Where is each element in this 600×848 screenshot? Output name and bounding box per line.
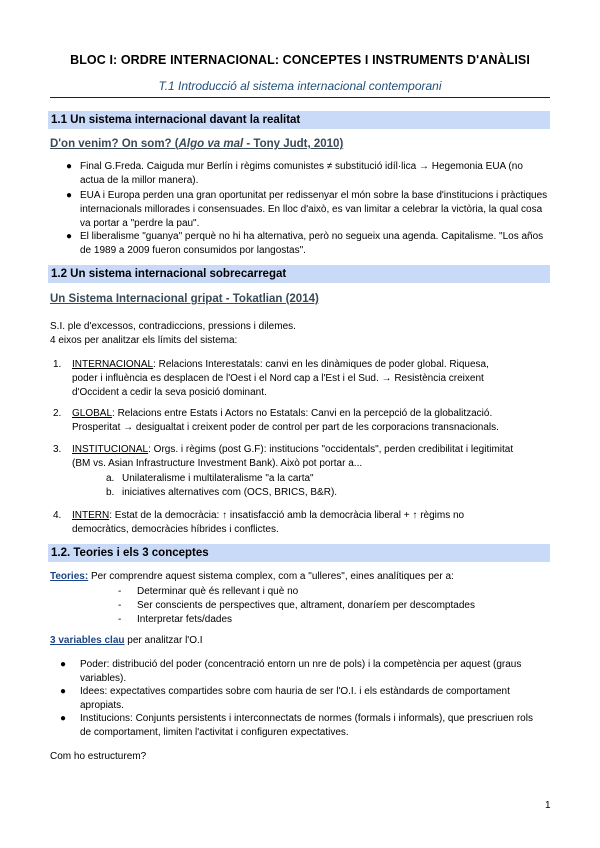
intro-text: 4 eixos per analitzar els límits del sistema: <box>50 335 238 346</box>
bullet-marker: ● <box>66 190 73 201</box>
sublist-letter: a. <box>106 473 115 484</box>
bullet-marker: ● <box>66 231 73 242</box>
list-item: Poder: distribució del poder (concentració entorn un nre de pols) i la competència per aquest (graus variables). <box>80 659 522 684</box>
list-item: INSTITUCIONAL: Orgs. i règims (post G.F): institucions "occidentals", perden credibilitat i legitimitat (BM vs. Asian Infrastructure Investment Bank). Això pot portar a... <box>72 444 514 469</box>
list-item: Final G.Freda. Caiguda mur Berlín i règims comunistes ≠ substitució idíl·lica → Hegemonia EUA (no actua de la millor manera). <box>80 161 523 186</box>
bullet-marker: ● <box>60 686 67 697</box>
bullet-marker: ● <box>60 713 67 724</box>
intro-text: S.I. ple d'excessos, contradiccions, pressions i dilemes. <box>50 321 296 332</box>
sublist-letter: b. <box>106 487 115 498</box>
list-item: GLOBAL: Relacions entre Estats i Actors no Estatals: Canvi en la percepció de la globalització. Prosperitat → desigualtat i creixent poder de control per part de les corporacions transnacionals. <box>72 408 499 433</box>
dash-marker: - <box>118 586 122 597</box>
variables-paragraph: 3 variables clau per analitzar l'O.I <box>50 635 203 646</box>
section-heading-teories: 1.2. Teories i els 3 conceptes <box>48 544 550 562</box>
dash-item: Ser conscients de perspectives que, altrament, donaríem per descomptades <box>137 600 475 611</box>
bullet-marker: ● <box>60 659 67 670</box>
list-item: EUA i Europa perden una gran oportunitat per redissenyar el món sobre la base d'institucions i pràctiques internacionals millorades i consensuades. En lloc d'això, es van limitar a celebrar la victòria, la qual cosa va portar a "perdre la pau". <box>80 190 548 229</box>
list-item: El liberalisme "guanya" perquè no hi ha alternativa, però no segueix una agenda. Capitalisme. "Los años de 1989 a 2009 fueron consumidos por langostas". <box>80 231 544 256</box>
list-number: 4. <box>53 510 62 521</box>
teories-paragraph: Teories: Per comprendre aquest sistema complex, com a "ulleres", eines analítiques per a: <box>50 571 454 582</box>
list-number: 1. <box>53 359 62 370</box>
page-number: 1 <box>545 800 551 811</box>
dash-marker: - <box>118 600 122 611</box>
subsection-heading-origins: D'on venim? On som? (Algo va mal - Tony Judt, 2010) <box>50 138 344 150</box>
dash-item: Interpretar fets/dades <box>137 614 233 625</box>
document-subtitle: T.1 Introducció al sistema internacional contemporani <box>158 79 442 93</box>
section-heading-1-1: 1.1 Un sistema internacional davant la realitat <box>48 111 550 129</box>
bullet-marker: ● <box>66 161 73 172</box>
sublist-item: iniciatives alternatives com (OCS, BRICS, B&R). <box>122 487 338 498</box>
list-number: 2. <box>53 408 62 419</box>
sublist-item: Unilateralisme i multilateralisme "a la carta" <box>122 473 314 484</box>
section-heading-1-2: 1.2 Un sistema internacional sobrecarregat <box>48 265 550 283</box>
list-item: INTERN: Estat de la democràcia: ↑ insatisfacció amb la democràcia liberal + ↑ règims no democràtics, democràcies híbrides i conflictes. <box>72 510 465 535</box>
list-item: INTERNACIONAL: Relacions Interestatals: canvi en les dinàmiques de poder global. Riquesa, poder i influència es desplacen de l'Oest i el Nord cap a l'Est i el Sud. → Resistència creixent d'Occident a cedir la seva posició dominant. <box>72 359 489 398</box>
title-divider <box>50 97 550 98</box>
closing-question: Com ho estructurem? <box>50 751 147 762</box>
document-title: BLOC I: ORDRE INTERNACIONAL: CONCEPTES I INSTRUMENTS D'ANÀLISI <box>70 53 530 67</box>
dash-marker: - <box>118 614 122 625</box>
list-number: 3. <box>53 444 62 455</box>
subsection-heading-tokatlian: Un Sistema Internacional gripat - Tokatlian (2014) <box>50 293 319 305</box>
dash-item: Determinar què és rellevant i què no <box>137 586 299 597</box>
list-item: Institucions: Conjunts persistents i interconnectats de normes (formals i informals), que prescriuen rols de comportament, limiten l'activitat i configuren expectatives. <box>80 713 533 738</box>
list-item: Idees: expectatives compartides sobre com hauria de ser l'O.I. i els estàndards de comportament apropiats. <box>80 686 510 711</box>
